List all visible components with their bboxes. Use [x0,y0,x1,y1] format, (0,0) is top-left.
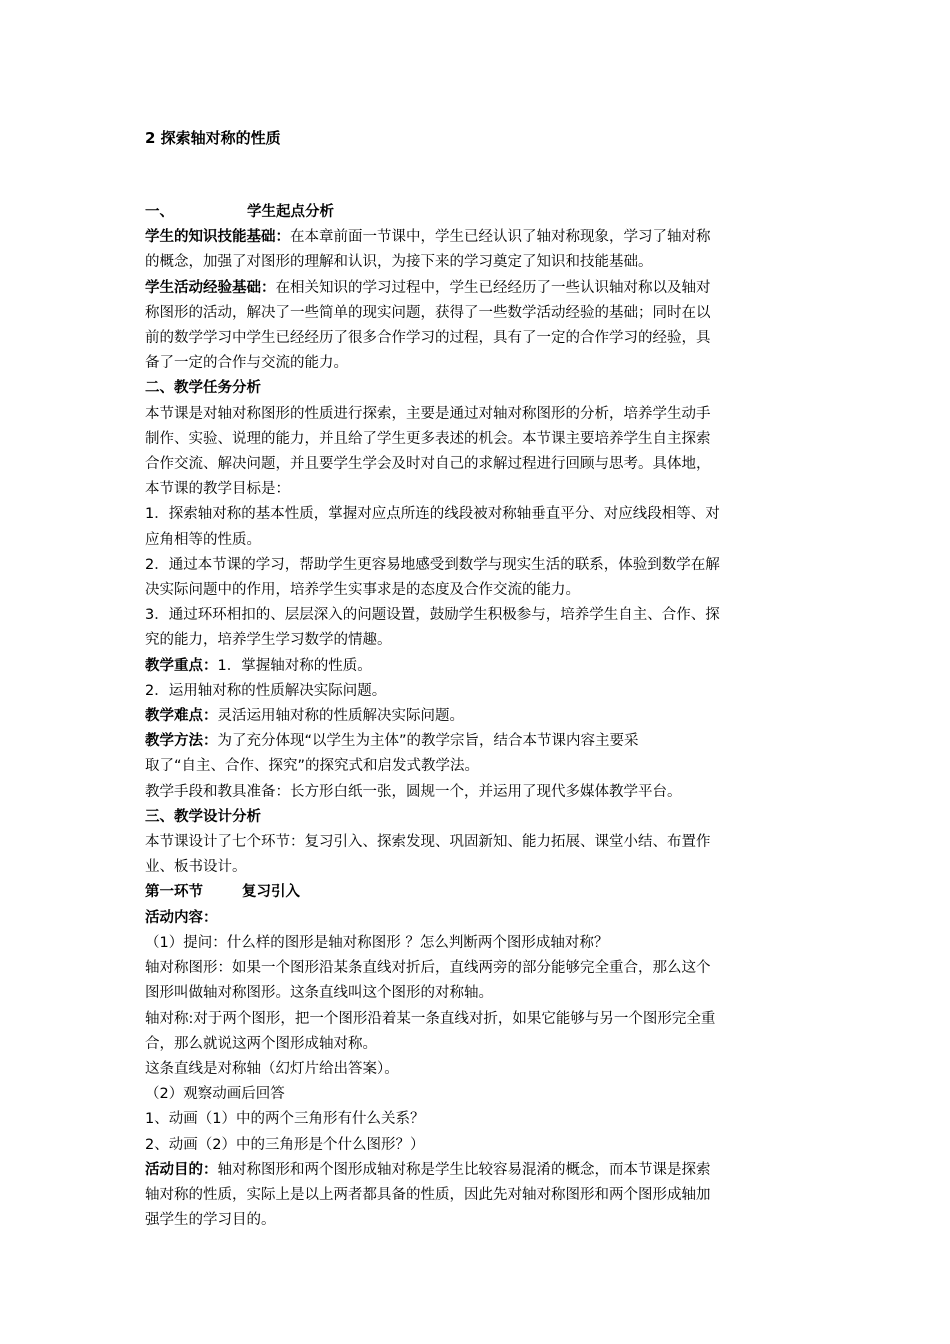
question-2: （2）观察动画后回答 [145,1086,285,1103]
text-line: 应角相等的性质。 [145,531,261,548]
text-line: 本节课是对轴对称图形的性质进行探索，主要是通过对轴对称图形的分析，培养学生动手 [145,405,711,422]
difficulty [145,704,810,729]
text-line: 强学生的学习目的。 [145,1212,276,1229]
paragraph-experience [145,276,810,301]
text-line: 前的数学学习中学生已经经历了很多合作学习的过程，具有了一定的合作学习的经验，具 [145,330,711,347]
goal-3: 3．通过环环相扣的、层层深入的问题设置，鼓励学生积极参与，培养学生自主、合作、探 [145,607,720,624]
environment-1-heading [145,880,810,905]
text-line: 业、板书设计。 [145,859,247,876]
text-line: 本节课设计了七个环节：复习引入、探索发现、巩固新知、能力拓展、课堂小结、布置作 [145,834,711,851]
text-line: 轴对称的性质，实际上是以上两者都具备的性质，因此先对轴对称图形和两个图形成轴加 [145,1186,711,1203]
section-1-heading [145,200,810,225]
document-body [145,200,810,1233]
text-line: 究的能力，培养学生学习数学的情趣。 [145,632,392,649]
knowledge-label: 学生的知识技能基础： [145,229,290,246]
text-line: 决实际问题中的作用，培养学生实事求是的态度及合作交流的能力。 [145,582,580,599]
difficulty-label: 教学难点： [145,708,218,725]
environment-1-title: 复习引入 [242,884,300,901]
section-2-heading: 二、教学任务分析 [145,380,261,397]
text-line: 制作、实验、说理的能力，并且给了学生更多表述的机会。本节课主要培养学生自主探索 [145,430,711,447]
goal-2: 2．通过本节课的学习，帮助学生更容易地感受到数学与现实生活的联系，体验到数学在解 [145,556,720,573]
text-line: 备了一定的合作与交流的能力。 [145,355,348,372]
key-points [145,654,810,679]
text-line: 图形叫做轴对称图形。这条直线叫这个图形的对称轴。 [145,985,493,1002]
experience-text: 在相关知识的学习过程中，学生已经经历了一些认识轴对称以及轴对 [275,279,711,296]
key-point-1: 1．掌握轴对称的性质。 [217,657,372,674]
activity-purpose [145,1158,810,1183]
teaching-tools: 教学手段和教具准备：长方形白纸一张，圆规一个，并运用了现代多媒体教学平台。 [145,783,682,800]
text-line: 取了“自主、合作、探究”的探究式和启发式教学法。 [145,758,480,775]
key-point-2: 2．运用轴对称的性质解决实际问题。 [145,682,387,699]
text-line: 称图形的活动，解决了一些简单的现实问题，获得了一些数学活动经验的基础；同时在以 [145,304,711,321]
section-1-number: 一、 [145,204,174,220]
purpose-text: 轴对称图形和两个图形成轴对称是学生比较容易混淆的概念，而本节课是探索 [217,1161,711,1178]
definition-axial-symmetry: 轴对称:对于两个图形，把一个图形沿着某一条直线对折，如果它能够与另一个图形完全重 [145,1010,716,1027]
method [145,729,810,754]
question-1: （1）提问：什么样的图形是轴对称图形 ？怎么判断两个图形成轴对称？ [145,934,609,951]
axis-note: 这条直线是对称轴（幻灯片给出答案）。 [145,1060,399,1077]
difficulty-text: 灵活运用轴对称的性质解决实际问题。 [217,708,464,725]
key-points-label: 教学重点： [145,657,218,674]
section-1-title: 学生起点分析 [247,204,334,220]
text-line: 的概念，加强了对图形的理解和认识，为接下来的学习奠定了知识和技能基础。 [145,254,653,271]
method-text: 为了充分体现“以学生为主体”的教学宗旨，结合本节课内容主要采 [217,733,639,750]
purpose-label: 活动目的： [145,1161,218,1178]
text-line: 合作交流、解决问题，并且要学生学会及时对自己的求解过程进行回顾与思考。具体地， [145,456,711,473]
method-label: 教学方法： [145,733,218,750]
question-2-item-1: 1、动画（1）中的两个三角形有什么关系？ [145,1111,425,1128]
section-3-heading: 三、教学设计分析 [145,808,261,825]
document-title: 2 探索轴对称的性质 [145,129,281,147]
definition-symmetric-figure: 轴对称图形：如果一个图形沿某条直线对折后，直线两旁的部分能够完全重合，那么这个 [145,960,711,977]
text-line: 合，那么就说这两个图形成轴对称。 [145,1035,377,1052]
experience-label: 学生活动经验基础： [145,279,276,296]
goal-1: 1．探索轴对称的基本性质，掌握对应点所连的线段被对称轴垂直平分、对应线段相等、对 [145,506,720,523]
environment-1-name: 第一环节 [145,884,203,901]
text-line: 本节课的教学目标是： [145,481,290,498]
question-2-item-2: 2、动画（2）中的三角形是个什么图形？） [145,1136,425,1153]
paragraph-knowledge [145,225,810,250]
knowledge-text: 在本章前面一节课中，学生已经认识了轴对称现象，学习了轴对称 [290,229,711,246]
activity-label: 活动内容： [145,909,218,926]
